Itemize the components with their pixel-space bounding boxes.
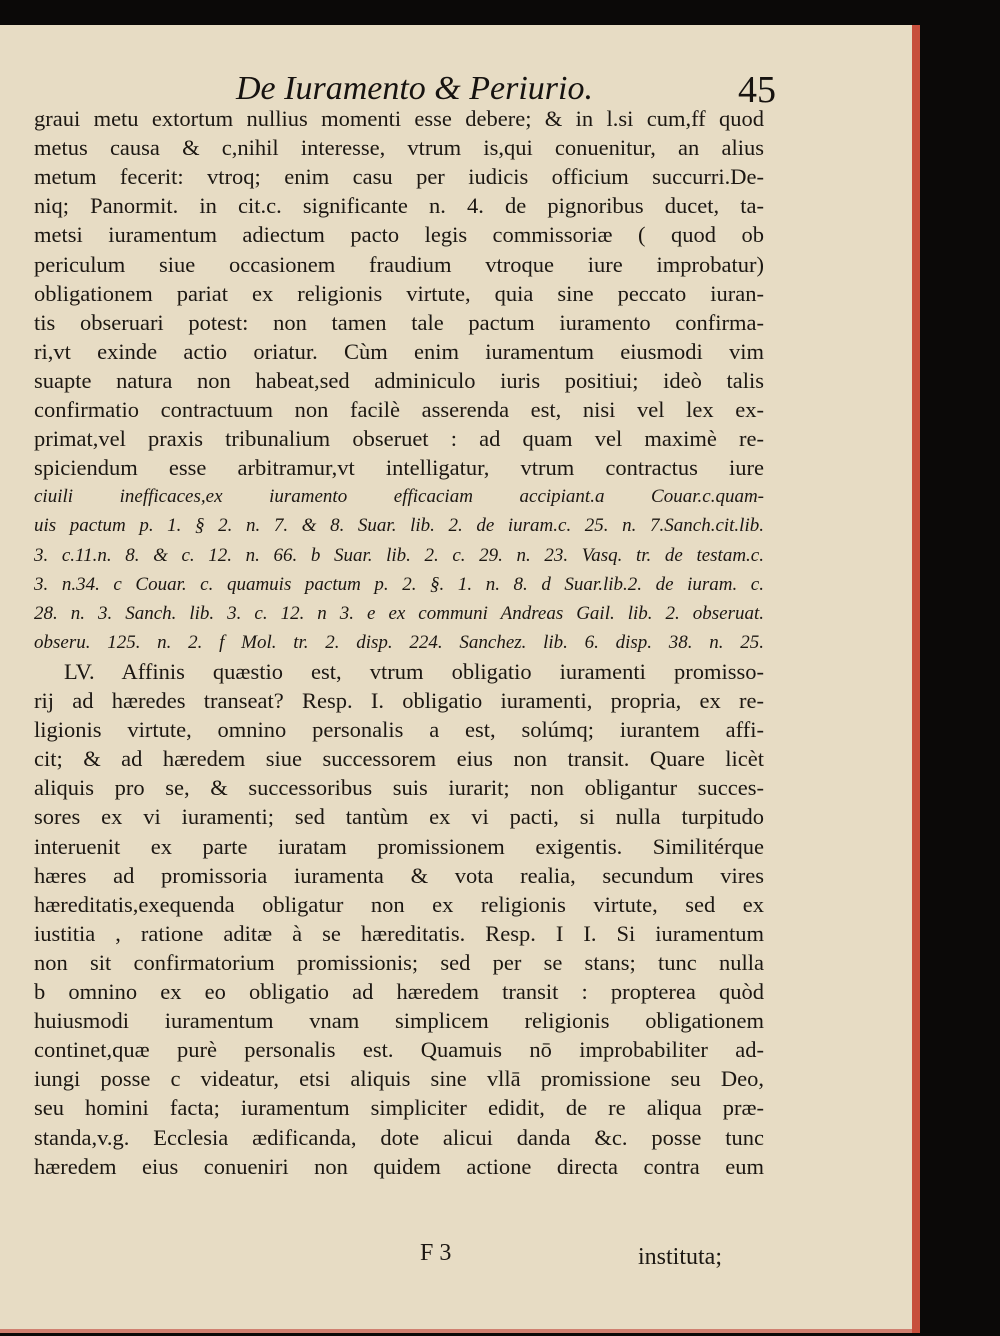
catchword: instituta; — [638, 1244, 722, 1270]
text-line: iustitia , ratione aditæ à se hæreditatis. Resp. I I. Si iuramentum — [34, 920, 764, 946]
page-number: 45 — [738, 69, 776, 111]
text-line: metum fecerit: vtroq; enim casu per iudicis officium succurri.De- — [34, 164, 764, 190]
text-line: aliquis pro se, & successoribus suis iurarit; non obligantur succes- — [34, 775, 764, 801]
text-line: 3. c.11.n. 8. & c. 12. n. 66. b Suar. lib. 2. c. 29. n. 23. Vasq. tr. de testam.c. — [34, 544, 764, 566]
text-line: LV. Affinis quæstio est, vtrum obligatio iuramenti promisso- — [64, 658, 764, 684]
text-line: rij ad hæredes transeat? Resp. I. obligatio iuramenti, propria, ex re- — [34, 688, 764, 713]
text-line: primat,vel praxis tribunalium obseruet : ad quam vel maximè re- — [34, 426, 764, 452]
text-line: metus causa & c,nihil interesse, vtrum is,qui conuenitur, an alius — [34, 135, 764, 161]
text-line: niq; Panormit. in cit.c. significante n. 4. de pignoribus ducet, ta- — [34, 193, 764, 219]
text-line: hæredem eius conueniri non quidem actione directa contra eum — [34, 1153, 764, 1179]
running-title: De Iuramento & Periurio. — [236, 70, 593, 107]
text-line: graui metu extortum nullius momenti esse debere; & in l.si cum,ff quod — [34, 106, 764, 131]
text-line: hæreditatis,exequenda obligatur non ex religionis virtute, sed ex — [34, 891, 764, 917]
text-line: periculum siue occasionem fraudium vtroque iure improbatur) — [34, 251, 764, 277]
text-line: spiciendum esse arbitramur,vt intelligatur, vtrum contractus iure — [34, 455, 764, 481]
text-line: tis obseruari potest: non tamen tale pactum iuramento confirma- — [34, 309, 764, 335]
text-line: 3. n.34. c Couar. c. quamuis pactum p. 2. §. 1. n. 8. d Suar.lib.2. de iuram. c. — [34, 573, 764, 595]
text-line: obseru. 125. n. 2. f Mol. tr. 2. disp. 224. Sanchez. lib. 6. disp. 38. n. 25. — [34, 631, 764, 653]
text-line: cit; & ad hæredem siue successorem eius non transit. Quare licèt — [34, 746, 764, 772]
text-line: ri,vt exinde actio oriatur. Cùm enim iuramentum eiusmodi vim — [34, 338, 764, 364]
text-line: metsi iuramentum adiectum pacto legis commissoriæ ( quod ob — [34, 222, 764, 248]
text-line: continet,quæ purè personalis est. Quamuis nō improbabiliter ad- — [34, 1037, 764, 1063]
text-line: seu homini facta; iuramentum simpliciter edidit, de re aliqua præ- — [34, 1095, 764, 1121]
text-line: standa,v.g. Ecclesia ædificanda, dote alicui danda &c. posse tunc — [34, 1124, 764, 1150]
text-line: huiusmodi iuramentum vnam simplicem religionis obligationem — [34, 1008, 764, 1034]
page-edge — [912, 25, 920, 1333]
text-line: confirmatio contractuum non facilè asserenda est, nisi vel lex ex- — [34, 397, 764, 422]
text-line: obligationem pariat ex religionis virtute, quia sine peccato iuran- — [34, 280, 764, 306]
text-line: interuenit ex parte iuratam promissionem exigentis. Similitérque — [34, 833, 764, 859]
text-line: iungi posse c videatur, etsi aliquis sine vllā promissione seu Deo, — [34, 1066, 764, 1092]
text-line: non sit confirmatorium promissionis; sed per se stans; tunc nulla — [34, 949, 764, 975]
text-line: ciuili inefficaces,ex iuramento efficaciam accipiant.a Couar.c.quam- — [34, 486, 764, 508]
text-line: hæres ad promissoria iuramenta & vota realia, secundum vires — [34, 862, 764, 888]
signature-mark: F 3 — [420, 1240, 452, 1266]
text-line: suapte natura non habeat,sed adminiculo iuris positiui; ideò talis — [34, 367, 764, 393]
text-line: 28. n. 3. Sanch. lib. 3. c. 12. n 3. e ex communi Andreas Gail. lib. 2. obseruat. — [34, 602, 764, 624]
text-line: b omnino ex eo obligatio ad hæredem transit : propterea quòd — [34, 979, 764, 1004]
text-line: sores ex vi iuramenti; sed tantùm ex vi pacti, si nulla turpitudo — [34, 804, 764, 830]
text-line: uis pactum p. 1. § 2. n. 7. & 8. Suar. lib. 2. de iuram.c. 25. n. 7.Sanch.cit.lib. — [34, 515, 764, 537]
text-line: ligionis virtute, omnino personalis a est, solúmq; iurantem affi- — [34, 717, 764, 743]
